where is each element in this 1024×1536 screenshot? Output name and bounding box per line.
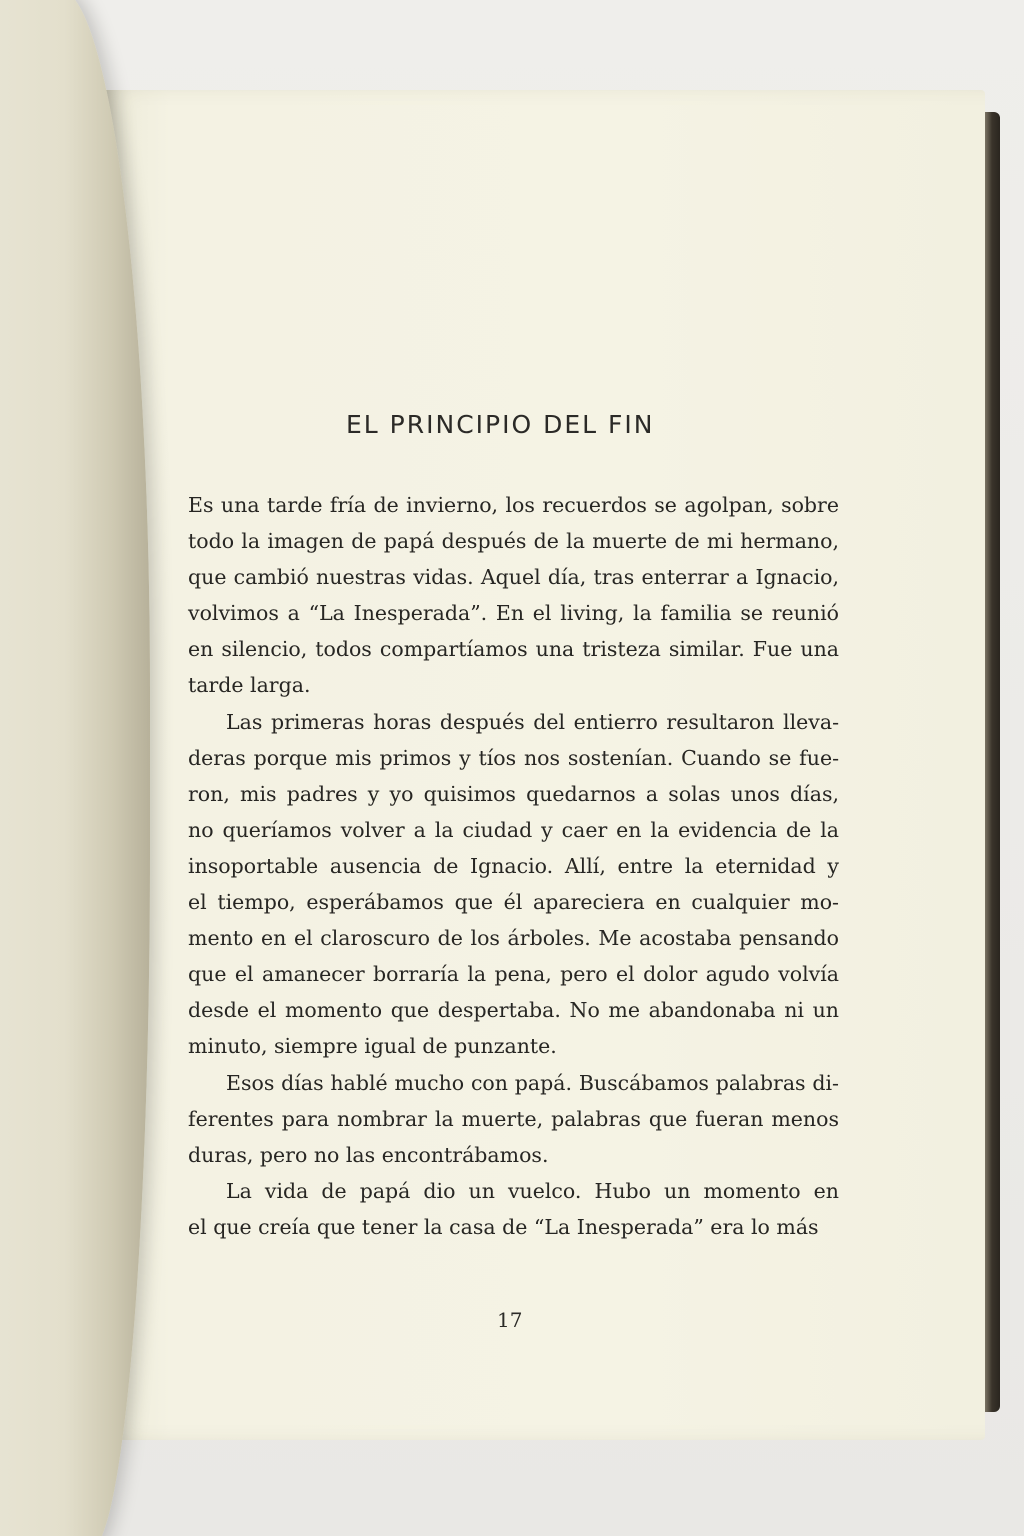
text-line: que cambió nuestras vidas. Aquel día, tras enterrar a Ignacio, bbox=[188, 565, 839, 590]
left-page-curl bbox=[0, 0, 150, 1536]
text-line: ron, mis padres y yo quisimos quedarnos a solas unos días, bbox=[188, 781, 839, 806]
text-line: mento en el claroscuro de los árboles. Me acostaba pensando bbox=[188, 926, 839, 951]
text-line: deras porque mis primos y tíos nos sostenían. Cuando se fue- bbox=[188, 745, 839, 770]
text-line: tarde larga. bbox=[188, 673, 311, 698]
text-line: no queríamos volver a la ciudad y caer en la evidencia de la bbox=[188, 817, 839, 842]
text-line: el tiempo, esperábamos que él apareciera en cualquier mo- bbox=[188, 890, 839, 915]
text-line: desde el momento que despertaba. No me abandonaba ni un bbox=[188, 998, 839, 1023]
text-line: volvimos a “La Inesperada”. En el living, la familia se reunió bbox=[188, 601, 839, 626]
text-line: La vida de papá dio un vuelco. Hubo un momento en bbox=[226, 1178, 839, 1203]
page-number: 17 bbox=[497, 1308, 523, 1332]
text-line: que el amanecer borraría la pena, pero el dolor agudo volvía bbox=[188, 962, 839, 987]
text-line: todo la imagen de papá después de la muerte de mi hermano, bbox=[188, 529, 839, 554]
text-line: ferentes para nombrar la muerte, palabras que fueran menos bbox=[188, 1106, 839, 1131]
body-text bbox=[188, 487, 839, 1245]
text-line: Las primeras horas después del entierro resultaron lleva- bbox=[226, 709, 839, 734]
text-line: Es una tarde fría de invierno, los recuerdos se agolpan, sobre bbox=[188, 493, 839, 517]
text-line: en silencio, todos compartíamos una tristeza similar. Fue una bbox=[188, 637, 839, 662]
text-line: el que creía que tener la casa de “La Inesperada” era lo más bbox=[188, 1214, 819, 1239]
chapter-title: EL PRINCIPIO DEL FIN bbox=[346, 410, 655, 439]
text-line: duras, pero no las encontrábamos. bbox=[188, 1142, 549, 1167]
text-line: minuto, siempre igual de punzante. bbox=[188, 1034, 557, 1059]
text-line: insoportable ausencia de Ignacio. Allí, entre la eternidad y bbox=[188, 853, 839, 878]
text-line: Esos días hablé mucho con papá. Buscábamos palabras di- bbox=[226, 1070, 839, 1095]
